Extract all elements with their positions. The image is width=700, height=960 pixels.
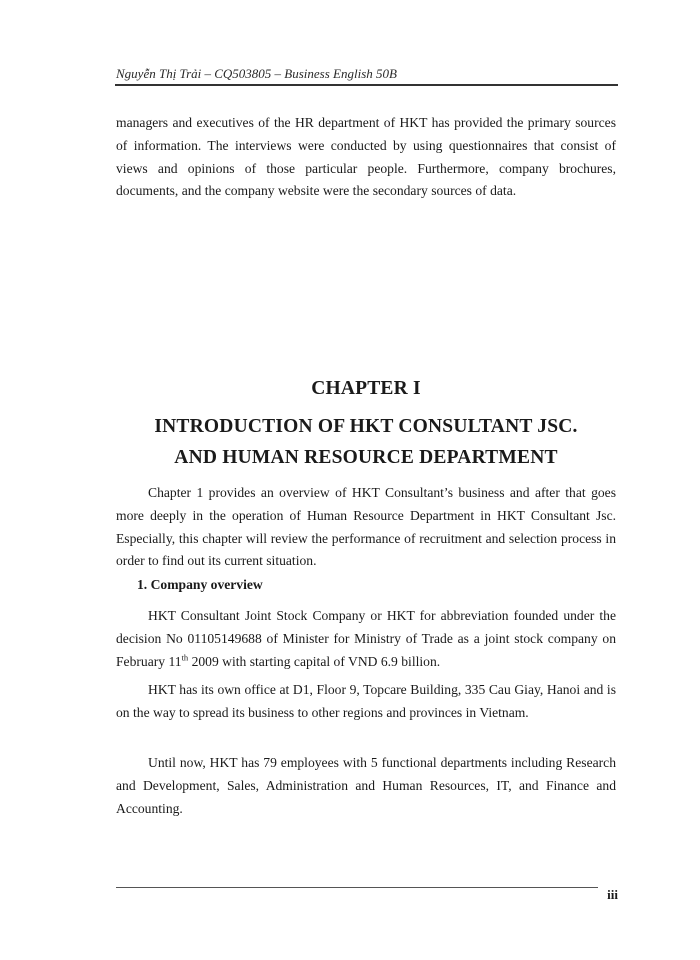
founding-text-after: 2009 with starting capital of VND 6.9 billion. xyxy=(188,653,441,669)
founding-text-before: HKT Consultant Joint Stock Company or HKT for abbreviation founded under the decision No 01105149688 of Minister for Ministry of Trade as a joint stock company on February 11 xyxy=(116,608,616,669)
company-founding-paragraph xyxy=(116,605,616,673)
chapter-title-line2: AND HUMAN RESOURCE DEPARTMENT xyxy=(174,447,558,468)
employees-paragraph: Until now, HKT has 79 employees with 5 functional departments including Research and Development, Sales, Administration and Human Resources, IT, and Finance and Accounting. xyxy=(116,755,616,816)
running-header: Nguyễn Thị Trải – CQ503805 – Business English 50B xyxy=(116,66,397,81)
section-heading-company-overview: 1. Company overview xyxy=(137,577,263,592)
footer-rule xyxy=(116,887,598,888)
header-rule xyxy=(115,84,618,86)
chapter-number: CHAPTER I xyxy=(311,378,421,399)
ordinal-suffix: th xyxy=(181,652,189,663)
chapter-title-line1: INTRODUCTION OF HKT CONSULTANT JSC. xyxy=(154,416,578,437)
office-paragraph: HKT has its own office at D1, Floor 9, Topcare Building, 335 Cau Giay, Hanoi and is on the way to spread its business to other regions and provinces in Vietnam. xyxy=(116,682,616,720)
page-number: iii xyxy=(607,887,618,902)
chapter-overview-paragraph: Chapter 1 provides an overview of HKT Consultant’s business and after that goes more deeply in the operation of Human Resource Department in HKT Consultant Jsc. Especially, this chapter will review the performance of recruitment and selection process in order to find out its current situation. xyxy=(116,485,616,569)
intro-paragraph: managers and executives of the HR department of HKT has provided the primary sources of information. The interviews were conducted by using questionnaires that consist of views and opinions of those particular people. Furthermore, company brochures, documents, and the company website were the secondary sources of data. xyxy=(116,115,616,199)
